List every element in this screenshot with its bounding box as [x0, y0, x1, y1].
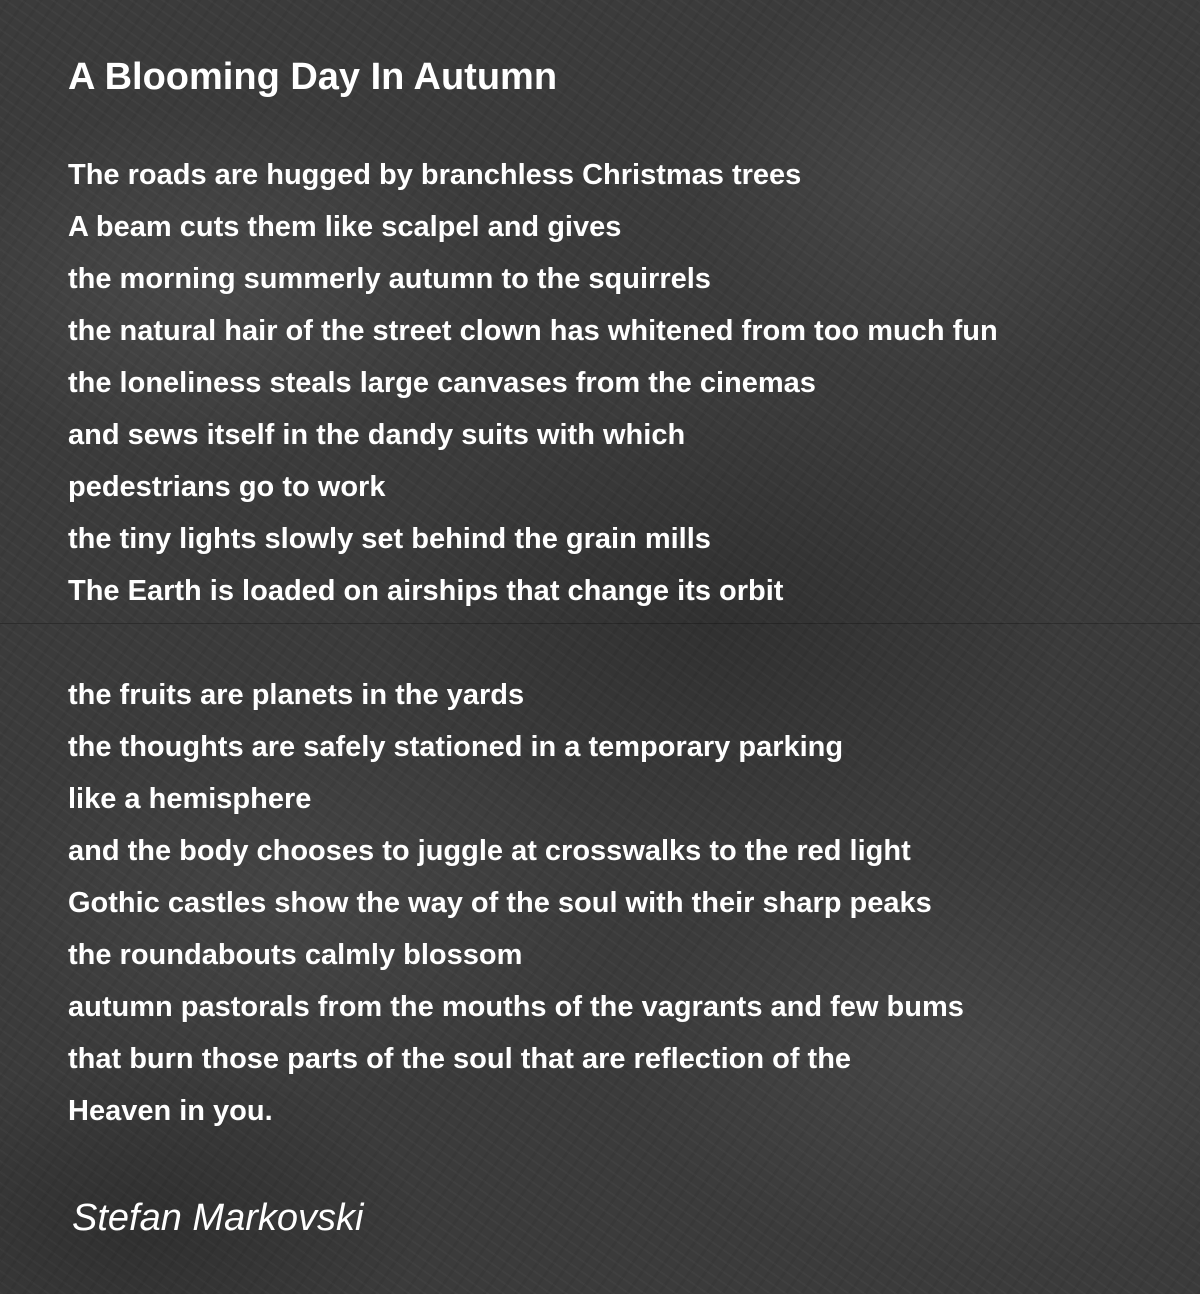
poem-line: the loneliness steals large canvases from the cinemas [68, 367, 816, 399]
poem-line: that burn those parts of the soul that are reflection of the [68, 1043, 852, 1075]
poem-stanza-2 [68, 669, 1168, 1137]
poem-line: the morning summerly autumn to the squirrels [68, 263, 711, 295]
poem-line: the natural hair of the street clown has whitened from too much fun [68, 315, 998, 347]
poem-line: and the body chooses to juggle at crosswalks to the red light [68, 835, 911, 867]
poem-author: Stefan Markovski [72, 1197, 364, 1239]
poem-title: A Blooming Day In Autumn [68, 56, 558, 98]
poem-line: the thoughts are safely stationed in a temporary parking [68, 731, 844, 763]
background-texture-seam [0, 623, 1200, 624]
poem-line: autumn pastorals from the mouths of the vagrants and few bums [68, 991, 964, 1023]
poem-line: the tiny lights slowly set behind the grain mills [68, 523, 711, 555]
poem-line: A beam cuts them like scalpel and gives [68, 211, 622, 243]
poem-line: Gothic castles show the way of the soul with their sharp peaks [68, 887, 932, 919]
poem-line: Heaven in you. [68, 1095, 273, 1127]
poem-stanza-1 [68, 149, 1168, 617]
poem-line: The Earth is loaded on airships that change its orbit [68, 575, 784, 607]
poem-line: like a hemisphere [68, 783, 312, 815]
poem-line: and sews itself in the dandy suits with which [68, 419, 686, 451]
poem-line: pedestrians go to work [68, 471, 386, 503]
poem-line: the fruits are planets in the yards [68, 679, 525, 711]
poem-line: the roundabouts calmly blossom [68, 939, 523, 971]
poem-line: The roads are hugged by branchless Christmas trees [68, 159, 802, 191]
